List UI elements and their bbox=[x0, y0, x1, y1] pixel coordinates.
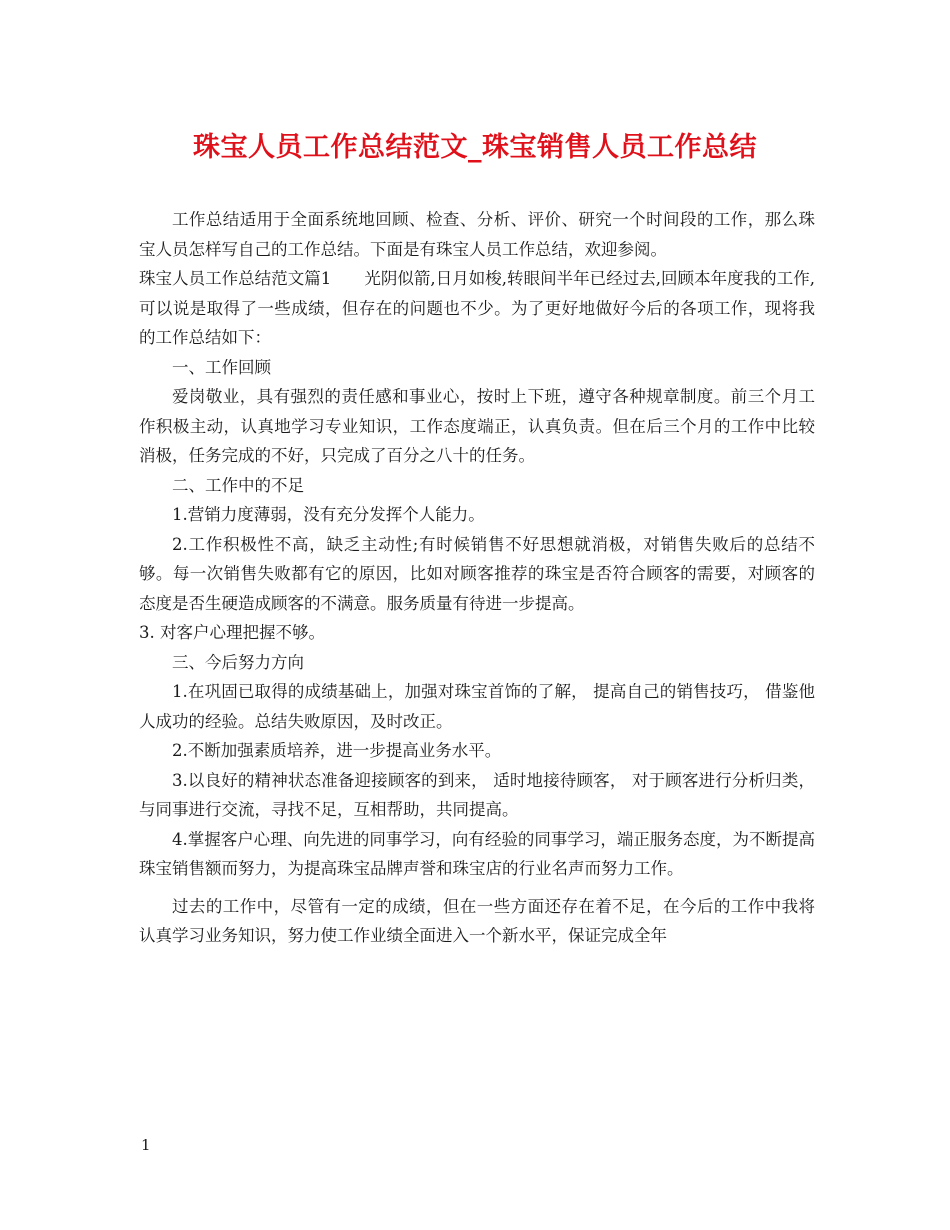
list-item-direction-3: 3.以良好的精神状态准备迎接顾客的到来， 适时地接待顾客， 对于顾客进行分析归类，与同事进行交流，寻找不足，互相帮助，共同提高。 bbox=[139, 770, 815, 819]
document-title: 珠宝人员工作总结范文_珠宝销售人员工作总结 bbox=[193, 132, 757, 163]
list-item-direction-1: 1.在巩固已取得的成绩基础上，加强对珠宝首饰的了解， 提高自己的销售技巧， 借鉴他人成功的经验。总结失败原因，及时改正。 bbox=[139, 682, 815, 731]
paragraph-opening: 珠宝人员工作总结范文篇1 光阴似箭,日月如梭,转眼间半年已经过去,回顾本年度我的工作,可以说是取得了一些成绩，但存在的问题也不少。为了更好地做好今后的各项工作，现将我的工作总结如下： bbox=[139, 269, 815, 347]
paragraph-closing: 过去的工作中，尽管有一定的成绩，但在一些方面还存在着不足，在今后的工作中我将认真学习业务知识，努力使工作业绩全面进入一个新水平，保证完成全年 bbox=[139, 896, 815, 945]
list-item-shortcoming-1: 1.营销力度薄弱，没有充分发挥个人能力。 bbox=[172, 505, 485, 524]
paragraph-intro: 工作总结适用于全面系统地回顾、检查、分析、评价、研究一个时间段的工作，那么珠宝人员怎样写自己的工作总结。下面是有珠宝人员工作总结，欢迎参阅。 bbox=[139, 210, 815, 259]
list-item-direction-4: 4.掌握客户心理、向先进的同事学习，向有经验的同事学习，端正服务态度，为不断提高珠宝销售额而努力，为提高珠宝品牌声誉和珠宝店的行业名声而努力工作。 bbox=[139, 829, 815, 878]
heading-work-review: 一、工作回顾 bbox=[172, 357, 271, 377]
list-item-shortcoming-3: 3. 对客户心理把握不够。 bbox=[139, 623, 325, 642]
list-item-direction-2: 2.不断加强素质培养，进一步提高业务水平。 bbox=[172, 741, 502, 760]
document-body bbox=[139, 205, 815, 951]
list-item-shortcoming-2: 2.工作积极性不高，缺乏主动性;有时候销售不好思想就消极，对销售失败后的总结不够。每一次销售失败都有它的原因，比如对顾客推荐的珠宝是否符合顾客的需要，对顾客的态度是否生硬造成顾客的不满意。服务质量有待进一步提高。 bbox=[139, 534, 815, 613]
page-number: 1 bbox=[141, 1136, 151, 1154]
heading-future-direction: 三、今后努力方向 bbox=[172, 652, 304, 672]
heading-shortcomings: 二、工作中的不足 bbox=[172, 475, 304, 495]
paragraph-work-review: 爱岗敬业，具有强烈的责任感和事业心，按时上下班，遵守各种规章制度。前三个月工作积极主动，认真地学习专业知识，工作态度端正，认真负责。但在后三个月的工作中比较消极，任务完成的不好，只完成了百分之八十的任务。 bbox=[139, 387, 815, 465]
